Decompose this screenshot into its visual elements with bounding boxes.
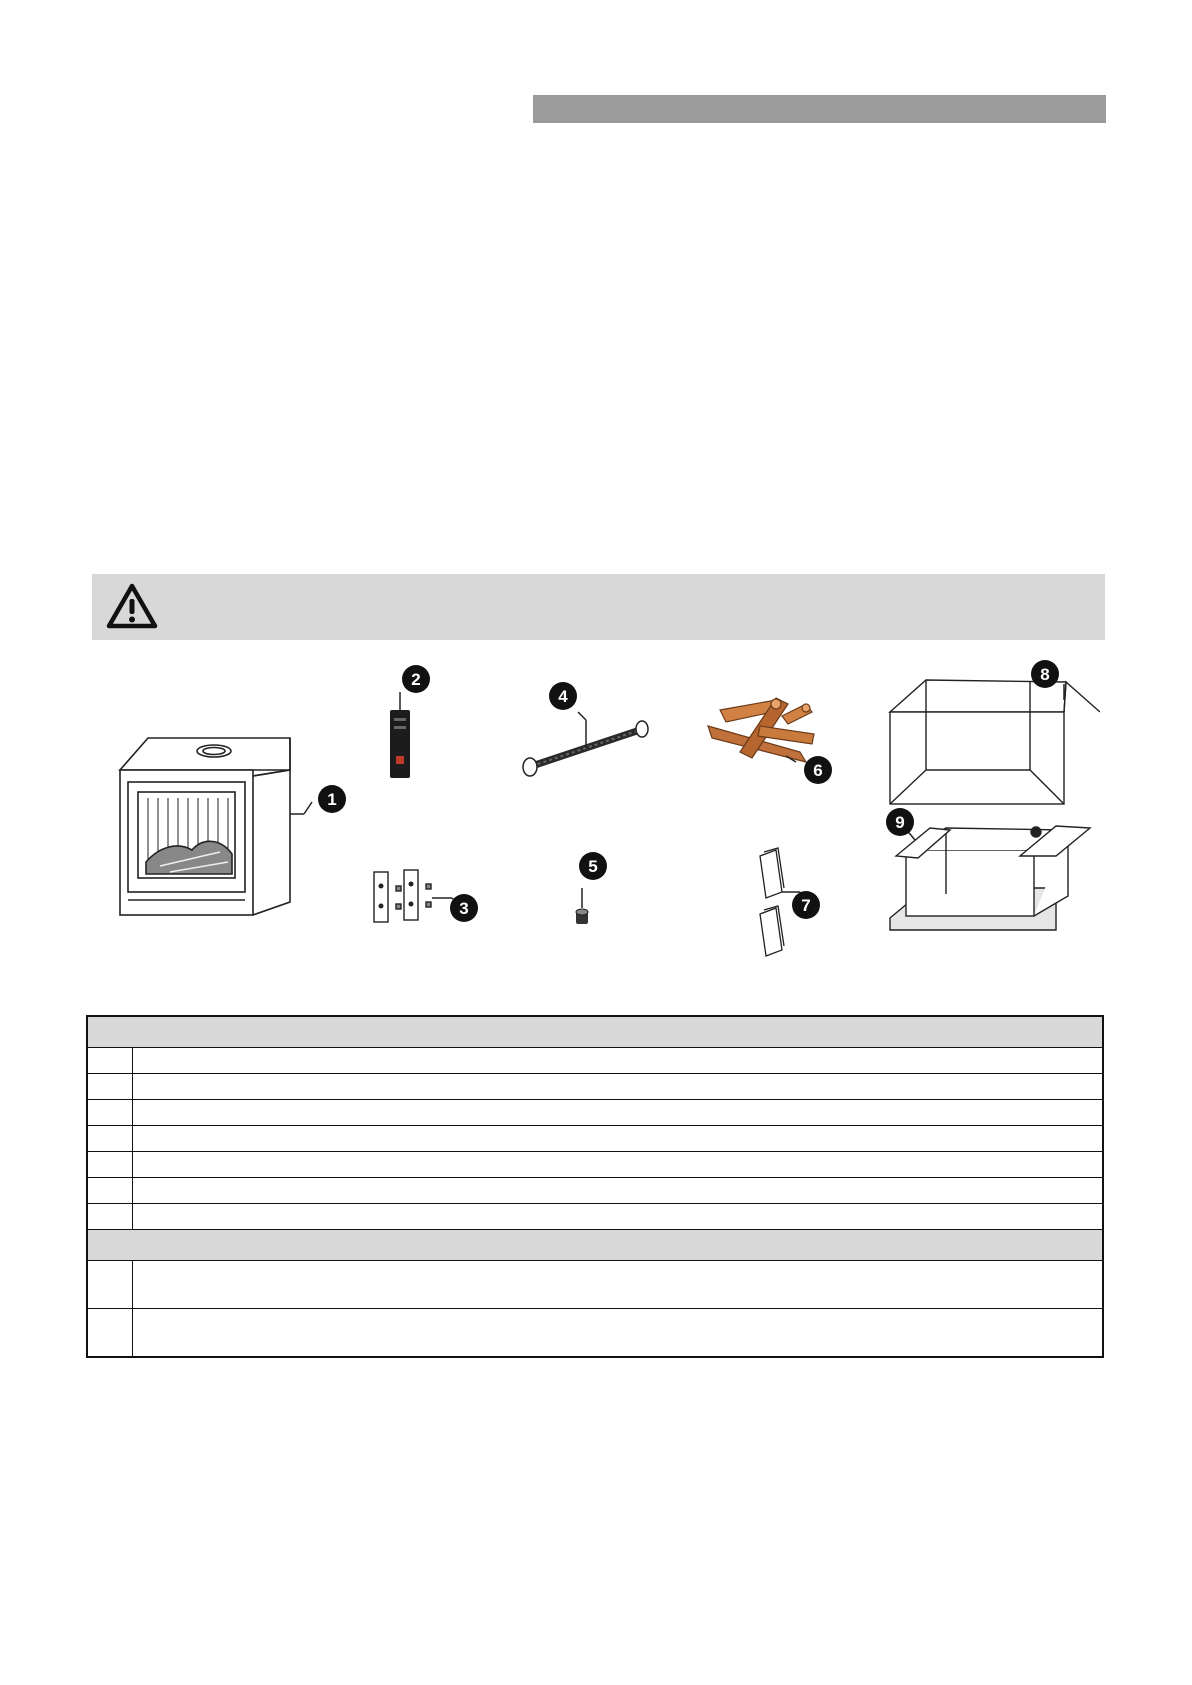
table-row — [87, 1261, 1103, 1309]
row-description — [132, 1152, 1103, 1178]
row-number — [87, 1152, 132, 1178]
warning-icon — [106, 582, 158, 630]
svg-text:7: 7 — [801, 896, 811, 915]
row-number — [87, 1100, 132, 1126]
callout-badge-9 — [886, 808, 914, 836]
table-row — [87, 1074, 1103, 1100]
parts-table — [86, 1015, 1104, 1358]
section-title — [87, 1016, 1103, 1048]
brackets-illustration — [374, 870, 431, 922]
row-number — [87, 1126, 132, 1152]
svg-text:3: 3 — [459, 899, 469, 918]
callout-badge-7 — [792, 891, 820, 919]
svg-text:4: 4 — [558, 687, 568, 706]
callout-badge-2 — [402, 665, 430, 693]
svg-text:8: 8 — [1040, 665, 1050, 684]
svg-text:6: 6 — [813, 761, 823, 780]
remote-control-illustration — [390, 710, 410, 778]
manuals-illustration — [760, 848, 784, 956]
row-description — [132, 1100, 1103, 1126]
callout-badge-5 — [579, 852, 607, 880]
row-number — [87, 1261, 132, 1309]
warning-box — [92, 574, 1105, 640]
svg-text:9: 9 — [895, 813, 905, 832]
fitting-illustration — [576, 909, 588, 924]
table-row — [87, 1100, 1103, 1126]
table-section-header — [87, 1230, 1103, 1261]
row-number — [87, 1178, 132, 1204]
row-description — [132, 1178, 1103, 1204]
svg-text:1: 1 — [327, 790, 337, 809]
row-description — [132, 1204, 1103, 1230]
svg-text:5: 5 — [588, 857, 598, 876]
row-number — [87, 1048, 132, 1074]
row-description — [132, 1309, 1103, 1358]
callout-badge-3 — [450, 894, 478, 922]
table-row — [87, 1126, 1103, 1152]
row-description — [132, 1074, 1103, 1100]
table-row — [87, 1309, 1103, 1358]
callout-badge-4 — [549, 682, 577, 710]
log-set-illustration — [708, 698, 814, 762]
row-number — [87, 1074, 132, 1100]
table-section-header — [87, 1016, 1103, 1048]
row-description — [132, 1048, 1103, 1074]
svg-text:2: 2 — [411, 670, 421, 689]
components-illustration — [100, 660, 1100, 980]
section-title — [87, 1230, 1103, 1261]
header-bar — [533, 95, 1106, 123]
callout-badge-6 — [804, 756, 832, 784]
callout-badge-8 — [1031, 660, 1059, 688]
base-frame-illustration — [890, 826, 1090, 930]
row-description — [132, 1126, 1103, 1152]
row-number — [87, 1309, 132, 1358]
table-row — [87, 1178, 1103, 1204]
table-row — [87, 1152, 1103, 1178]
row-number — [87, 1204, 132, 1230]
table-row — [87, 1204, 1103, 1230]
stove-illustration — [120, 738, 290, 915]
row-description — [132, 1261, 1103, 1309]
callout-badge-1 — [318, 785, 346, 813]
cabinet-illustration — [890, 680, 1100, 804]
table-row — [87, 1048, 1103, 1074]
